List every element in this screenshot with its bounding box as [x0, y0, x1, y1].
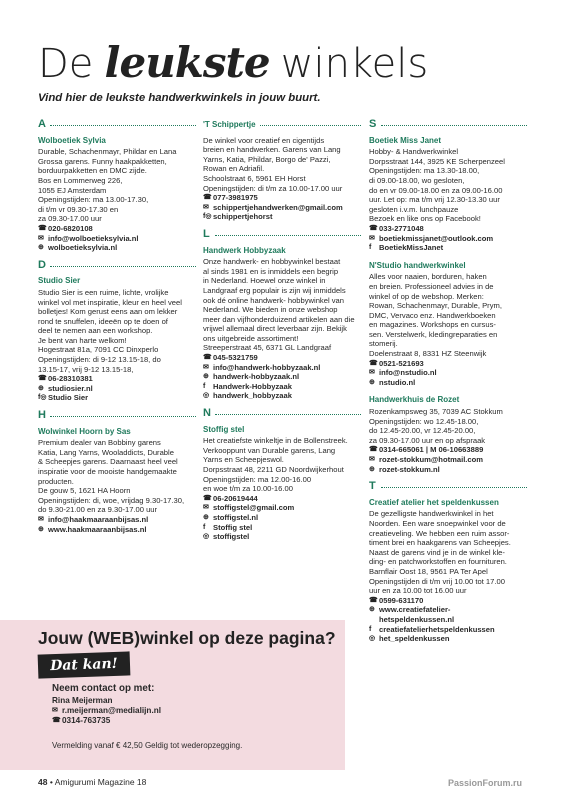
shop-entry	[369, 261, 527, 388]
page-footer	[38, 777, 146, 787]
shop-description-line: Premium dealer van Bobbiny garens	[38, 438, 161, 448]
globe-icon: ⊕	[369, 465, 375, 473]
globe-icon: ⊕	[38, 244, 44, 252]
shop-entry	[203, 425, 361, 542]
contact-row	[369, 455, 527, 465]
shop-description-line: Het creatiefste winkeltje in de Bollenstreek.	[203, 436, 348, 446]
contact-value[interactable]: info@nstudio.nl	[379, 368, 437, 378]
email-icon: ✉	[369, 234, 375, 242]
contact-row	[369, 224, 527, 234]
contact-value[interactable]: info@haakmaaraanbijsas.nl	[48, 514, 149, 524]
shop-name: Stoffig stel	[203, 424, 245, 434]
shop-description-line: vrijwel allemaal direct leverbaar zijn. Bekijk	[203, 324, 347, 334]
shop-description-line: Openingstijden: ma 12.00-16.00	[203, 474, 312, 484]
shop-description-line: Durable, Schachenmayr, Phildar en Lana	[38, 147, 177, 157]
promo-note: Vermelding vanaf € 42,50 Geldig tot wederopzegging.	[52, 741, 243, 750]
instagram-icon: ◎	[203, 533, 210, 541]
shop-description-line: bolletjes! Kom gerust eens aan om lekker	[38, 307, 178, 317]
contact-row	[369, 465, 527, 475]
facebook-icon: f	[203, 523, 206, 531]
shop-description-line: Openingstijden: ma 13.30-18.00,	[369, 166, 480, 176]
section-letter	[38, 411, 196, 421]
shop-description-line: Rowan en Adriafil.	[203, 164, 265, 174]
section-letter	[38, 258, 196, 271]
shop-description-line: Dorpsstraat 48, 2211 GD Noordwijkerhout	[203, 465, 344, 474]
shop-description-line: Openingstijden: di t/m za 10.00-17.00 uur	[203, 183, 343, 193]
contact-row	[203, 203, 361, 213]
shop-description-line: Openingstijden: di, woe, vrijdag 9.30-17.30,	[38, 495, 185, 505]
phone-icon: ☎	[203, 494, 212, 502]
contact-value[interactable]: 045-5321759	[213, 353, 258, 363]
shop-description-line: Naast de garens vind je in de winkel kle-	[369, 547, 505, 557]
contact-value[interactable]: studiosier.nl	[48, 383, 93, 393]
shop-description-line: di t/m vr 09.30-17.30 en	[38, 204, 119, 214]
contact-row	[38, 374, 196, 384]
email-icon: ✉	[52, 707, 58, 714]
promo-script-badge: Dat kan!	[38, 651, 131, 678]
contact-value[interactable]: Studio Sier	[48, 393, 89, 403]
contact-value[interactable]: 033-2771048	[379, 223, 424, 233]
shop-description-line: Alles voor naaien, borduren, haken	[369, 272, 487, 282]
shop-description-line: Doelenstraat 8, 8331 HZ Steenwijk	[369, 349, 487, 359]
section-letter	[203, 409, 361, 419]
section-letter-label: 'T Schippertje	[203, 120, 256, 129]
contact-value[interactable]: 06-28310381	[48, 374, 93, 384]
shop-description-line: & Scheepjes garens. Daarnaast heel veel	[38, 457, 178, 467]
promo-heading: Neem contact op met:	[52, 683, 155, 694]
shop-name: Studio Sier	[38, 276, 81, 286]
contact-value[interactable]: stoffigstel	[213, 532, 250, 542]
contact-value[interactable]: nstudio.nl	[379, 377, 416, 387]
globe-icon: ⊕	[369, 378, 375, 386]
dotted-divider	[50, 266, 196, 267]
contact-row	[203, 532, 361, 542]
contact-row	[38, 525, 196, 535]
contact-row	[203, 212, 361, 222]
shop-description-line: Yarns, Katia, Phildar, Borgo de' Pazzi,	[203, 154, 331, 164]
shop-description-line: do 9.30-21.00 en za 9.30-17.00 uur	[38, 505, 158, 515]
shop-description-line: Hobby- & Handwerkwinkel	[369, 147, 459, 157]
shop-description-line: uur en za 10.00 tot 16.00 uur	[369, 586, 467, 596]
contact-row	[369, 605, 527, 615]
shop-description-line: Openingstijden: wo 12.45-18.00,	[369, 416, 479, 426]
contact-row	[369, 234, 527, 244]
shop-description-line: do en vr 09.00-18.00 en za 09.00-16.00	[369, 185, 503, 195]
shop-description-line: Streeperstraat 45, 6371 GL Landgraaf	[203, 343, 332, 353]
contact-row	[203, 353, 361, 363]
page-title	[38, 38, 428, 94]
dotted-divider	[381, 487, 527, 488]
contact-row	[38, 224, 196, 234]
facebook-icon: f	[203, 382, 206, 390]
section-letter	[369, 482, 527, 492]
contact-value[interactable]: www.creatiefatelier-	[379, 605, 451, 615]
shop-description-line: 13.15-17, vrij 9-12 13.15-18,	[38, 364, 134, 374]
social-icons: f◎	[203, 213, 212, 221]
contact-value[interactable]: schippertjehandwerken@gmail.com	[213, 202, 343, 212]
shop-description-line: en breien. Professioneel advies in de	[369, 281, 494, 291]
shop-description-line: uur. Let op: ma t/m vrij 12.30-13.30 uur	[369, 195, 500, 205]
contact-row	[203, 363, 361, 373]
shop-description-line: in Nederland. Hoewel onze winkel in	[203, 276, 326, 286]
shop-description-line: Bezoek en like ons op Facebook!	[369, 214, 481, 224]
shop-description-line: Onze handwerk- en hobbywinkel bestaat	[203, 257, 341, 267]
contact-row	[203, 382, 361, 392]
phone-icon: ☎	[369, 224, 378, 232]
shop-description-line: en magazines. Workshops en cursus-	[369, 320, 496, 330]
shop-name: Creatief atelier het speldenkussen	[369, 497, 499, 507]
shop-description-line: De gezelligste handwerkwinkel in het	[369, 509, 494, 519]
contact-row	[369, 634, 527, 644]
promo-phone[interactable]: 0314-763735	[62, 716, 111, 725]
contact-value[interactable]: stoffigstel.nl	[213, 512, 259, 522]
shop-entry	[369, 498, 527, 644]
contact-row	[38, 515, 196, 525]
shop-description-line: creatieveling. We hebben een ruim assor-	[369, 528, 510, 538]
contact-row	[203, 494, 361, 504]
contact-value[interactable]: 0314-665061 | M 06-10663889	[379, 445, 484, 455]
phone-icon: ☎	[52, 717, 61, 724]
email-icon: ✉	[38, 515, 44, 523]
title-word-2: winkels	[280, 41, 429, 87]
email-icon: ✉	[203, 504, 209, 512]
contact-row	[38, 393, 196, 403]
dotted-divider	[215, 235, 361, 236]
contact-row	[369, 359, 527, 369]
shop-description-line: Verkooppunt van Durable garens, Lang	[203, 445, 336, 455]
shop-name: Wolboetiek Sylvia	[38, 135, 106, 145]
shop-entry	[203, 246, 361, 402]
section-letter-label: A	[38, 118, 46, 130]
shop-description-line: Rozenkampsweg 35, 7039 AC Stokkum	[369, 407, 503, 417]
phone-icon: ☎	[38, 375, 47, 383]
shop-name: Boetiek Miss Janet	[369, 135, 442, 145]
shop-description-line: Grossa garens. Funny haakpakketten,	[38, 156, 167, 166]
contact-value[interactable]: Stoffig stel	[213, 522, 253, 532]
magazine-name: Amigurumi Magazine 18	[54, 777, 147, 787]
social-icons: f◎	[38, 394, 47, 402]
shop-description-line: gesloten i.v.m. lunchpauze	[369, 204, 459, 214]
shop-description-line: do 12.45-20.00, vr 12.45-20.00,	[369, 426, 476, 436]
contact-value[interactable]: handwerk-hobbyzaak.nl	[213, 372, 300, 382]
bullet-separator: •	[49, 777, 55, 787]
instagram-icon: ◎	[203, 392, 210, 400]
phone-icon: ☎	[369, 359, 378, 367]
promo-name: Rina Meijerman	[52, 696, 113, 705]
shop-description-line: 1055 EJ Amsterdam	[38, 185, 107, 195]
shop-description-line: DMC, Vervaco enz. Handwerkboeken	[369, 310, 496, 320]
contact-row	[203, 523, 361, 533]
phone-icon: ☎	[203, 194, 212, 202]
email-icon: ✉	[369, 456, 375, 463]
shop-description-line: ons uitgebreide assortiment!	[203, 333, 299, 343]
shop-description-line: breien en handwerken. Garens van Lang	[203, 145, 341, 155]
contact-value[interactable]: rozet-stokkum@hotmail.com	[379, 455, 484, 464]
section-letter	[203, 227, 361, 240]
contact-value[interactable]: www.haakmaaraanbijsas.nl	[48, 524, 147, 534]
shop-description-line: rond te snuffelen, ideeën op te doen of	[38, 316, 168, 326]
contact-value[interactable]: 06-20619444	[213, 493, 258, 503]
contact-value[interactable]: stoffigstel@gmail.com	[213, 503, 295, 513]
contact-row	[203, 372, 361, 382]
shop-description-line: winkel of op de webshop. Merken:	[369, 291, 484, 301]
contact-value[interactable]: hetspeldenkussen.nl	[379, 614, 455, 624]
shop-description-line: Noorden. Een ware snoepwinkel voor de	[369, 518, 506, 528]
shop-description-line: sen. Verstelwerk, kledingreparaties en	[369, 329, 498, 339]
contact-value[interactable]: schippertjehorst	[213, 212, 273, 222]
column-2	[203, 118, 361, 550]
watermark: PassionForum.ru	[448, 778, 523, 788]
section-letter-label: T	[369, 480, 376, 493]
shop-description-line: za 09.30-17.00 uur	[38, 214, 102, 224]
shop-description-line: Barnflair Oost 18, 9561 PA Ter Apel	[369, 566, 488, 576]
contact-value[interactable]: 020-6820108	[48, 223, 93, 233]
email-icon: ✉	[203, 363, 209, 371]
shop-description-line: Katia, Lang Yarns, Wooladdicts, Durable	[38, 447, 174, 457]
shop-name: N'Studio handwerkwinkel	[369, 260, 466, 270]
contact-row	[369, 368, 527, 378]
shop-description-line: za 09.30-17.00 uur en op afspraak	[369, 435, 486, 445]
shop-description-line: Yarns en Scheepjeswol.	[203, 455, 284, 465]
title-script-word: leukste	[104, 38, 270, 87]
email-icon: ✉	[203, 203, 209, 211]
dotted-divider	[50, 416, 196, 417]
contact-value[interactable]: creatiefatelierhetspeldenkussen	[379, 624, 495, 634]
contact-row	[369, 596, 527, 606]
section-letter-label: L	[203, 227, 210, 240]
section-letter-label: S	[369, 118, 377, 130]
shop-description-line: meer dan vijfhonderduizend artikelen aan die	[203, 314, 355, 324]
title-word-1: De	[38, 41, 94, 87]
email-icon: ✉	[38, 234, 44, 242]
globe-icon: ⊕	[38, 525, 44, 533]
shop-name: Wolwinkel Hoorn by Sas	[38, 426, 131, 436]
shop-name: Handwerkhuis de Rozet	[369, 395, 460, 405]
contact-row	[38, 234, 196, 244]
contact-value[interactable]: het_speldenkussen	[379, 634, 450, 644]
globe-icon: ⊕	[38, 384, 44, 392]
shop-description-line: Openingstijden: di 9-12 13.15-18, do	[38, 355, 161, 365]
contact-row	[203, 193, 361, 203]
shop-description-line: ding- en patchworkstoffen en fournituren.	[369, 557, 507, 567]
promo-contact	[52, 684, 161, 726]
shop-description-line: Landgraaf erg populair is zijn wij inmiddels	[203, 285, 346, 295]
shop-description-line: winkel vol met inspiratie, kleur en heel veel	[38, 297, 182, 307]
shop-description-line: Bos en Lommerweg 226,	[38, 175, 123, 185]
shop-description-line: Openingstijden di t/m vrij 10.00 tot 17.00	[369, 576, 505, 586]
contact-row	[203, 503, 361, 513]
page-number: 48	[38, 777, 48, 787]
dotted-divider	[50, 125, 196, 126]
shop-description-line: De gouw 5, 1621 HA Hoorn	[38, 486, 131, 496]
section-letter	[38, 120, 196, 130]
shop-description-line: deel te nemen aan een workshop.	[38, 326, 153, 336]
contact-value[interactable]: boetiekmissjanet@outlook.com	[379, 233, 494, 243]
shop-description-line: Dorpsstraat 144, 3925 KE Scherpenzeel	[369, 156, 505, 166]
contact-row	[203, 513, 361, 523]
shop-description-line: al sinds 1981 en is inmiddels een begrip	[203, 266, 339, 276]
section-letter-label: D	[38, 258, 46, 271]
shop-description-line: en woe t/m za 10.00-16.00	[203, 484, 293, 494]
column-3	[369, 118, 527, 652]
section-letter	[203, 120, 361, 130]
section-letter	[369, 120, 527, 130]
shop-entry	[369, 136, 527, 253]
shop-description-line: Schoolstraat 6, 5961 EH Horst	[203, 173, 306, 183]
shop-description-line: Openingstijden: ma 13.00-17.30,	[38, 195, 149, 205]
globe-icon: ⊕	[369, 606, 375, 614]
shop-entry	[38, 276, 196, 403]
dotted-divider	[215, 414, 361, 415]
shop-entry	[38, 427, 196, 535]
shop-description-line: inspiratie voor de mooiste handgemaakte	[38, 467, 177, 476]
promo-email[interactable]: r.meijerman@medialijn.nl	[62, 706, 161, 715]
globe-icon: ⊕	[203, 513, 209, 521]
shop-description-line: De winkel voor creatief en cigentijds	[203, 135, 325, 145]
contact-row	[203, 391, 361, 401]
phone-icon: ☎	[369, 446, 378, 454]
page-subtitle: Vind hier de leukste handwerkwinkels in jouw buurt.	[38, 92, 321, 104]
contact-value[interactable]: wolboetieksylvia.nl	[48, 243, 118, 253]
shop-description-line: timent brei en haakgarens van Scheepjes.	[369, 538, 511, 548]
contact-row	[369, 615, 527, 625]
column-1	[38, 118, 196, 542]
contact-row	[38, 243, 196, 253]
phone-icon: ☎	[203, 354, 212, 362]
section-letter-label: N	[203, 407, 211, 420]
contact-value[interactable]: Handwerk-Hobbyzaak	[213, 381, 292, 391]
shop-description-line: Studio Sier is een ruime, lichte, vrolijke	[38, 287, 169, 297]
instagram-icon: ◎	[369, 635, 376, 643]
contact-value[interactable]: handwerk_hobbyzaak	[213, 391, 292, 401]
dotted-divider	[260, 125, 361, 126]
shop-entry	[203, 136, 361, 222]
shop-description-line: ook dé online handwerk- hobbywinkel van	[203, 295, 344, 305]
dotted-divider	[381, 125, 527, 126]
contact-row	[369, 445, 527, 455]
shop-description-line: Rowan, Schachenmayr, Durable, Prym,	[369, 301, 502, 311]
globe-icon: ⊕	[203, 373, 209, 381]
shop-description-line: Je bent van harte welkom!	[38, 335, 127, 345]
contact-value[interactable]: 0521-521693	[379, 358, 424, 368]
contact-row	[38, 384, 196, 394]
section-letter-label: H	[38, 409, 46, 422]
contact-value[interactable]: info@handwerk-hobbyzaak.nl	[213, 362, 321, 372]
contact-value[interactable]: 0599-631170	[379, 595, 424, 605]
shop-entry	[369, 395, 527, 474]
shop-description-line: producten.	[38, 476, 74, 486]
promo-title: Jouw (WEB)winkel op deze pagina?	[38, 628, 336, 648]
email-icon: ✉	[369, 369, 375, 377]
contact-row	[369, 625, 527, 635]
shop-description-line: Nederland. We bieden in onze webshop	[203, 305, 338, 315]
shop-description-line: borduurpakketten en DMC zijde.	[38, 166, 147, 176]
shop-name: Handwerk Hobbyzaak	[203, 245, 286, 255]
shop-description-line: stomerij.	[369, 339, 398, 349]
phone-icon: ☎	[369, 596, 378, 604]
facebook-icon: f	[369, 625, 372, 633]
shop-description-line: di 09.00-18.00, wo gesloten,	[369, 175, 465, 185]
contact-value[interactable]: 077-3981975	[213, 193, 258, 203]
contact-value[interactable]: BoetiekMissJanet	[379, 243, 444, 253]
shop-entry	[38, 136, 196, 253]
contact-row	[369, 378, 527, 388]
phone-icon: ☎	[38, 224, 47, 232]
shop-description-line: Hogestraat 81a, 7091 CC Dinxperlo	[38, 345, 159, 355]
contact-value[interactable]: rozet-stokkum.nl	[379, 464, 440, 474]
contact-value[interactable]: info@wolboetieksylvia.nl	[48, 233, 139, 243]
contact-row	[369, 243, 527, 253]
facebook-icon: f	[369, 244, 372, 252]
